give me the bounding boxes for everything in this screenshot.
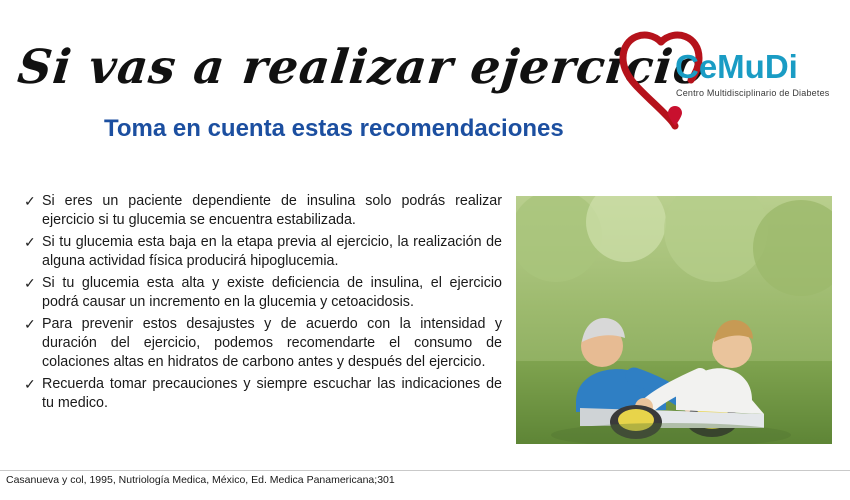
recommendations-list	[24, 192, 502, 416]
list-item-text: Para prevenir estos desajustes y de acuerdo con la intensidad y duración del ejercicio, podemos recomendarte el consumo de colaciones altas en hidratos de carbono antes y después del ejercicio.	[42, 316, 502, 370]
page-subtitle: Toma en cuenta estas recomendaciones	[104, 115, 564, 142]
list-item-text: Si eres un paciente dependiente de insulina solo podrás realizar ejercicio si tu glucemia se encuentra estabilizada.	[42, 193, 502, 228]
list-item-text: Si tu glucemia esta baja en la etapa previa al ejercicio, la realización de alguna actividad física producirá hipoglucemia.	[42, 234, 502, 269]
list-item	[24, 233, 502, 271]
check-icon: ✓	[24, 316, 36, 332]
logo-tagline: Centro Multidisciplinario de Diabetes	[676, 88, 830, 98]
list-item	[24, 274, 502, 312]
check-icon: ✓	[24, 376, 36, 392]
check-icon: ✓	[24, 193, 36, 209]
list-item-text: Recuerda tomar precauciones y siempre escuchar las indicaciones de tu medico.	[42, 376, 502, 411]
exercise-photo	[516, 196, 832, 444]
check-icon: ✓	[24, 275, 36, 291]
check-icon: ✓	[24, 234, 36, 250]
list-item-text: Si tu glucemia esta alta y existe deficiencia de insulina, el ejercicio podrá causar un incremento en la glucemia y cetoacidosis.	[42, 275, 502, 310]
list-item	[24, 315, 502, 372]
cemudi-logo	[617, 26, 832, 136]
list-item	[24, 375, 502, 413]
footer-divider	[0, 470, 850, 471]
page-title: Si vas a realizar ejercicio	[15, 40, 709, 95]
photo-illustration	[516, 196, 832, 444]
list-item	[24, 192, 502, 230]
logo-wordmark: CeMuDi	[675, 48, 798, 85]
footer-citation: Casanueva y col, 1995, Nutriología Medica, México, Ed. Medica Panamericana;301	[6, 474, 395, 486]
